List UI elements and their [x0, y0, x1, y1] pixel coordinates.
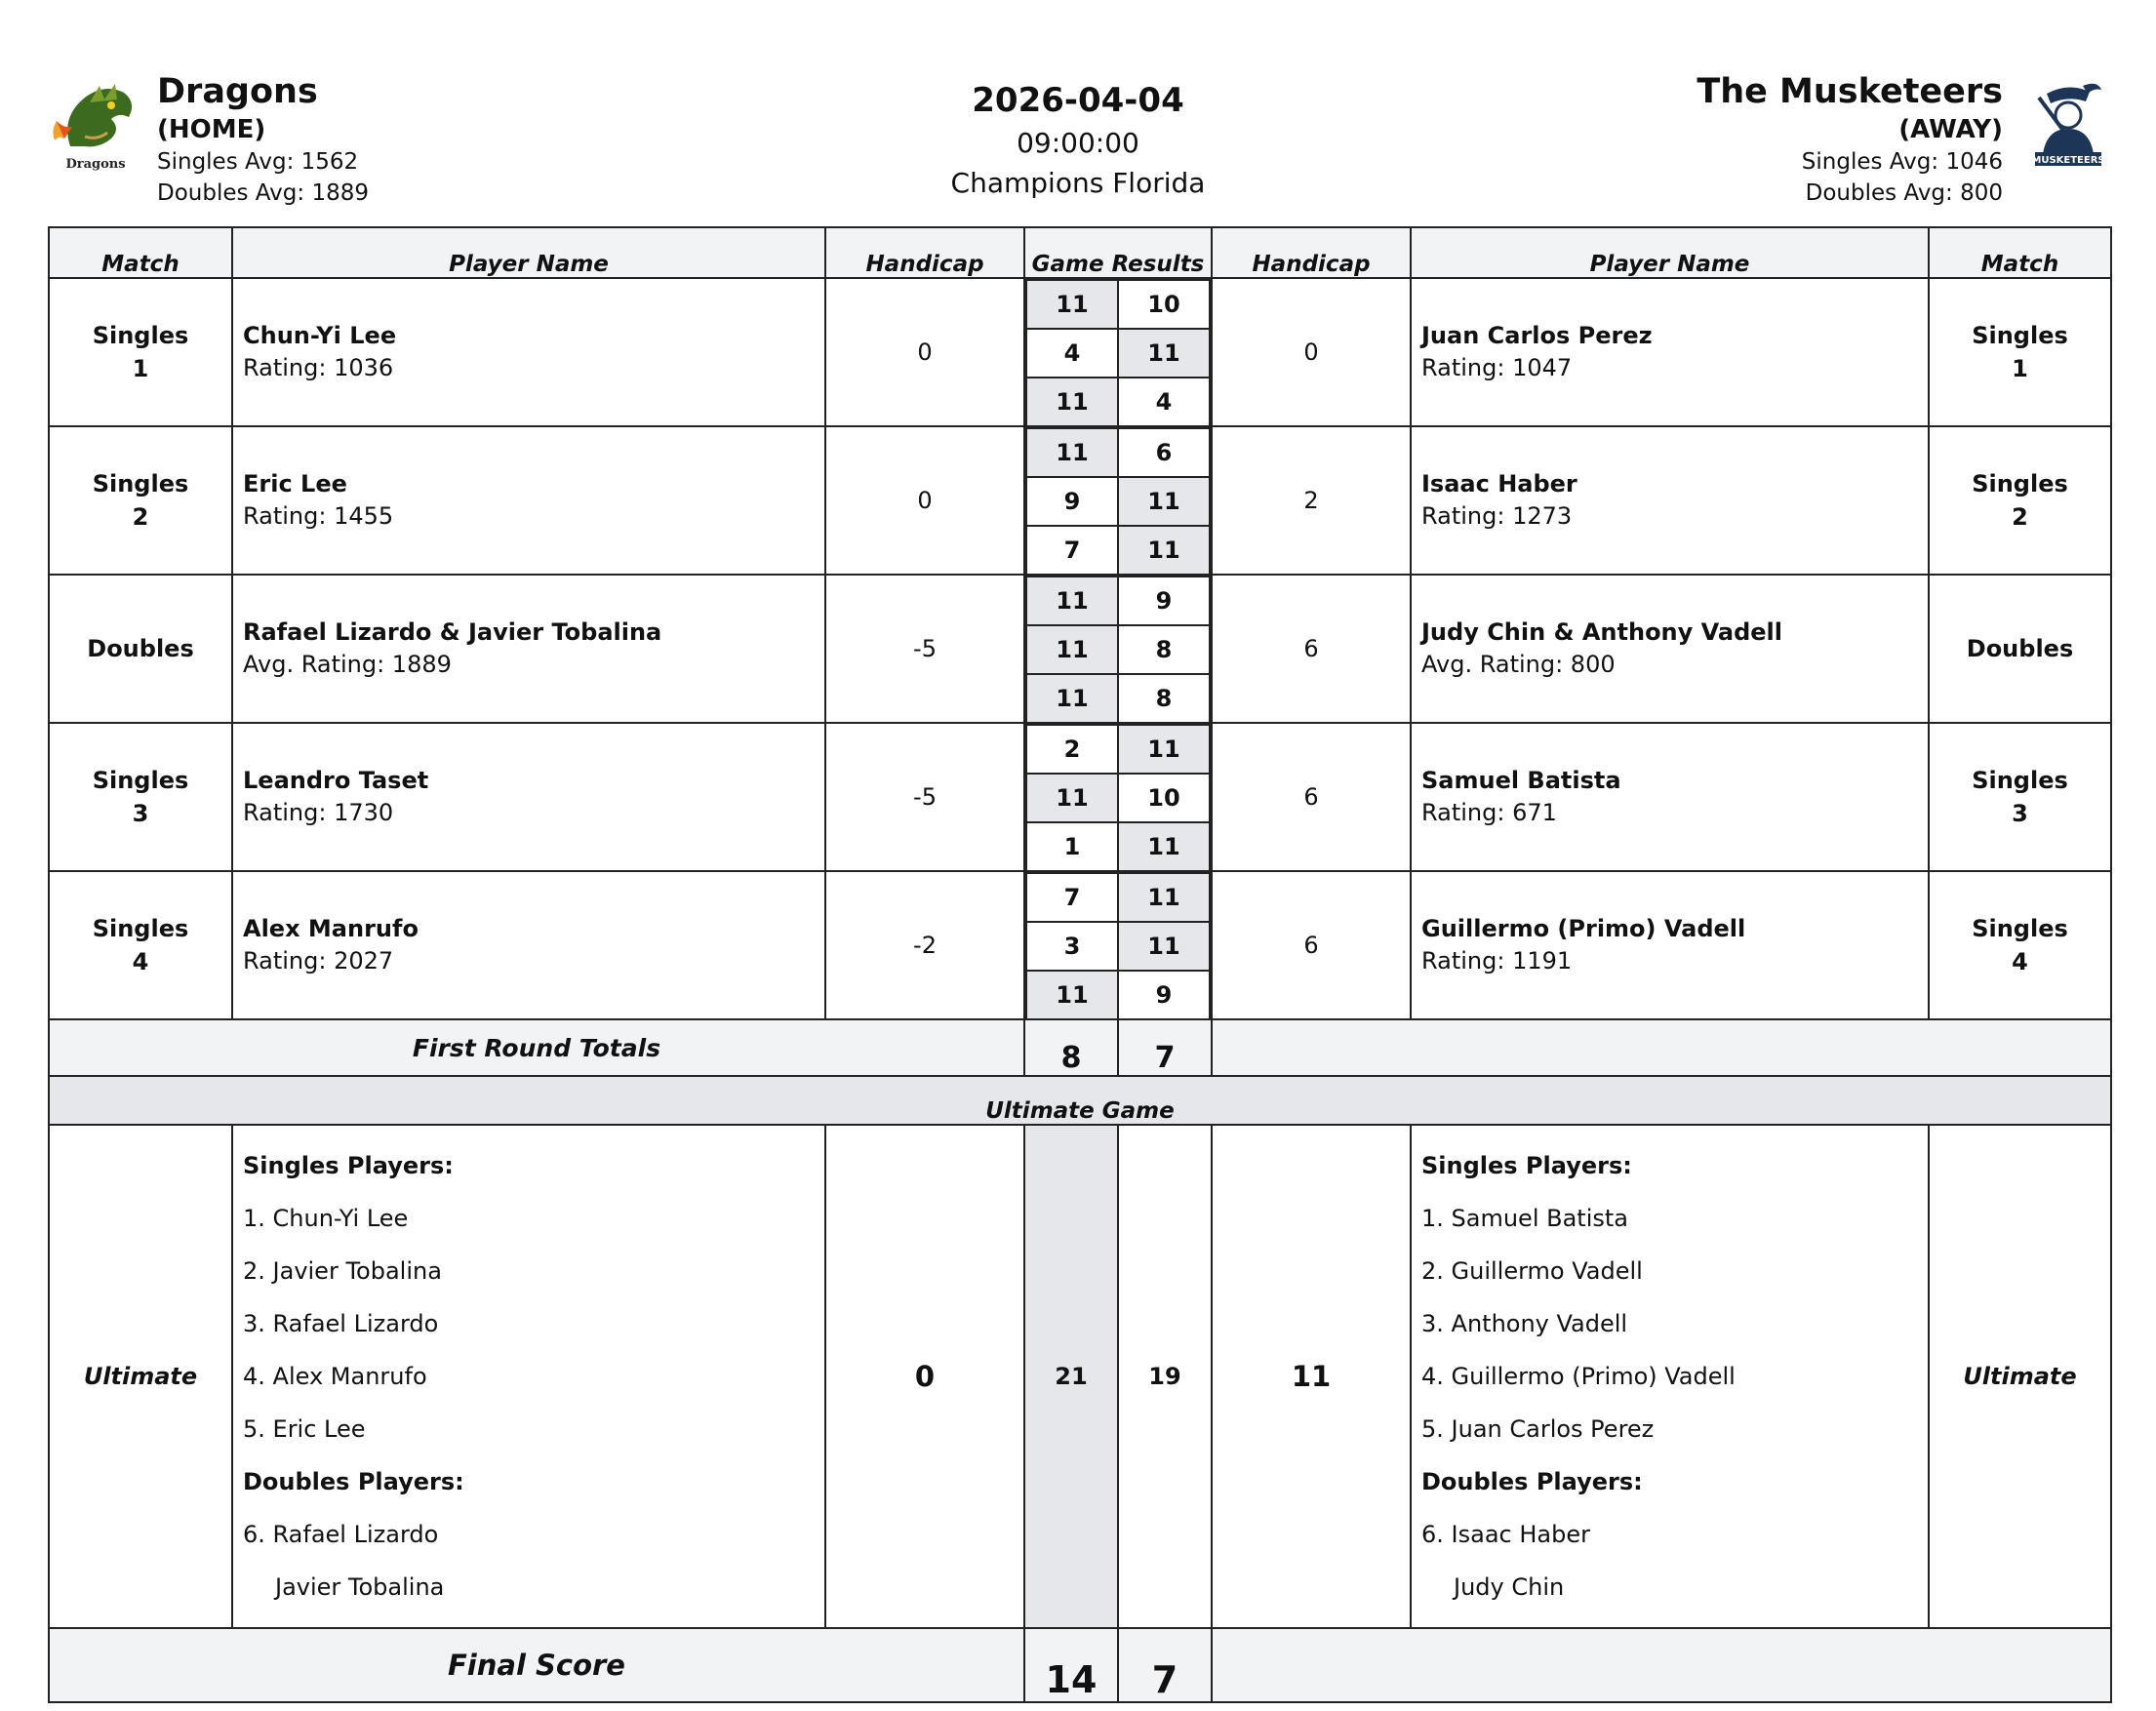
game-row [1026, 329, 1210, 378]
game-scores-grid [1025, 279, 1211, 425]
away-singles-player: 5. Juan Carlos Perez [1421, 1415, 1655, 1443]
home-singles-player: 4. Alex Manrufo [243, 1363, 427, 1390]
away-game-score: 11 [1118, 329, 1210, 378]
away-singles-player: 3. Anthony Vadell [1421, 1310, 1628, 1337]
away-handicap: 6 [1212, 575, 1411, 723]
away-match-label [1929, 575, 2111, 723]
home-game-score: 1 [1026, 822, 1118, 870]
game-row [1026, 625, 1210, 674]
game-results [1024, 278, 1212, 426]
home-match-number: 3 [132, 800, 149, 827]
away-player [1411, 278, 1929, 426]
col-player-name-away: Player Name [1411, 227, 1929, 278]
game-results [1024, 575, 1212, 723]
away-game-score: 9 [1118, 577, 1210, 625]
away-match-type: Singles [1972, 767, 2068, 794]
game-row [1026, 922, 1210, 971]
home-game-score: 11 [1026, 971, 1118, 1018]
away-game-score: 9 [1118, 971, 1210, 1018]
away-player-rating: Rating: 1191 [1421, 947, 1573, 975]
home-team-name: Dragons [157, 72, 318, 111]
ultimate-away-match: Ultimate [1929, 1125, 2111, 1628]
ultimate-away-lineup [1411, 1125, 1929, 1628]
away-game-score: 10 [1118, 774, 1210, 822]
away-handicap: 2 [1212, 426, 1411, 575]
final-away-score: 7 [1118, 1628, 1212, 1702]
away-handicap: 6 [1212, 723, 1411, 871]
away-player [1411, 575, 1929, 723]
away-player-name: Judy Chin & Anthony Vadell [1421, 618, 1783, 646]
home-player-rating: Rating: 2027 [243, 947, 394, 975]
game-row [1026, 725, 1210, 774]
home-game-score: 11 [1026, 674, 1118, 722]
away-player [1411, 871, 1929, 1019]
away-player-rating: Avg. Rating: 800 [1421, 651, 1616, 678]
game-row [1026, 477, 1210, 526]
home-singles-player: 2. Javier Tobalina [243, 1257, 442, 1285]
home-match-number: 2 [132, 503, 149, 531]
away-match-label [1929, 723, 2111, 871]
home-match-label [49, 426, 232, 575]
home-match-number: 1 [132, 355, 149, 382]
game-row [1026, 674, 1210, 722]
game-results [1024, 871, 1212, 1019]
home-game-score: 2 [1026, 725, 1118, 774]
musketeer-logo-icon [2029, 80, 2107, 170]
home-handicap: -5 [825, 575, 1024, 723]
away-handicap: 6 [1212, 871, 1411, 1019]
home-match-number: 4 [132, 948, 149, 975]
away-singles-player: 4. Guillermo (Primo) Vadell [1421, 1363, 1736, 1390]
home-side-label: (HOME) [157, 115, 266, 144]
score-sheet [48, 226, 2112, 1703]
home-singles-label: Singles Players: [243, 1152, 454, 1179]
ultimate-home-lineup [232, 1125, 825, 1628]
home-game-score: 11 [1026, 577, 1118, 625]
final-score-label: Final Score [49, 1628, 1024, 1702]
first-round-blank [1212, 1019, 2111, 1076]
game-row [1026, 971, 1210, 1018]
col-match-away: Match [1929, 227, 2111, 278]
home-game-score: 3 [1026, 922, 1118, 971]
away-match-type: Singles [1972, 915, 2068, 942]
away-doubles-player: 6. Isaac Haber [1421, 1521, 1590, 1548]
first-round-away-total: 7 [1118, 1019, 1212, 1076]
ultimate-row [49, 1125, 2111, 1628]
home-match-label [49, 575, 232, 723]
final-score-row [49, 1628, 2111, 1702]
home-singles-avg: Singles Avg: 1562 [157, 149, 359, 175]
away-game-score: 8 [1118, 625, 1210, 674]
home-doubles-player: 6. Rafael Lizardo [243, 1521, 439, 1548]
game-row [1026, 280, 1210, 329]
col-match: Match [49, 227, 232, 278]
away-doubles-label: Doubles Players: [1421, 1468, 1643, 1495]
away-match-label [1929, 426, 2111, 575]
match-row [49, 575, 2111, 723]
away-game-score: 8 [1118, 674, 1210, 722]
home-match-label [49, 871, 232, 1019]
home-player [232, 575, 825, 723]
away-singles-avg: Singles Avg: 1046 [1801, 149, 2003, 175]
event-date: 2026-04-04 [972, 81, 1184, 120]
home-player-rating: Rating: 1730 [243, 799, 394, 826]
home-game-score: 11 [1026, 280, 1118, 329]
game-results [1024, 723, 1212, 871]
away-match-number: 3 [2012, 800, 2028, 827]
away-team-name: The Musketeers [1697, 72, 2003, 111]
ultimate-away-score: 19 [1118, 1125, 1212, 1628]
away-game-score: 11 [1118, 725, 1210, 774]
home-match-type: Singles [92, 767, 189, 794]
away-player-name: Juan Carlos Perez [1421, 322, 1653, 349]
ultimate-game-header: Ultimate Game [49, 1076, 2111, 1125]
home-match-type: Singles [92, 915, 189, 942]
away-match-type: Singles [1972, 322, 2068, 349]
home-handicap: -5 [825, 723, 1024, 871]
away-game-score: 4 [1118, 378, 1210, 425]
home-match-type: Doubles [87, 635, 194, 662]
ultimate-home-handicap: 0 [825, 1125, 1024, 1628]
home-game-score: 9 [1026, 477, 1118, 526]
ultimate-away-handicap: 11 [1212, 1125, 1411, 1628]
away-game-score: 6 [1118, 428, 1210, 477]
home-game-score: 11 [1026, 378, 1118, 425]
home-game-score: 11 [1026, 428, 1118, 477]
match-row [49, 723, 2111, 871]
away-player-name: Isaac Haber [1421, 470, 1577, 497]
home-match-type: Singles [92, 322, 189, 349]
home-player [232, 426, 825, 575]
away-game-score: 11 [1118, 822, 1210, 870]
home-game-score: 11 [1026, 625, 1118, 674]
home-game-score: 7 [1026, 873, 1118, 922]
home-match-label [49, 278, 232, 426]
home-match-label [49, 723, 232, 871]
final-home-score: 14 [1024, 1628, 1118, 1702]
home-handicap: 0 [825, 426, 1024, 575]
away-match-number: 1 [2012, 355, 2028, 382]
away-match-type: Doubles [1966, 635, 2074, 662]
away-team-info [1697, 70, 2003, 209]
game-scores-grid [1025, 724, 1211, 870]
game-row [1026, 774, 1210, 822]
home-player-name: Chun-Yi Lee [243, 322, 397, 349]
home-player [232, 871, 825, 1019]
col-handicap: Handicap [825, 227, 1024, 278]
svg-text:MUSKETEERS: MUSKETEERS [2031, 155, 2105, 166]
home-match-type: Singles [92, 470, 189, 497]
event-time: 09:00:00 [1017, 127, 1139, 159]
away-player [1411, 723, 1929, 871]
away-doubles-avg: Doubles Avg: 800 [1805, 180, 2003, 206]
game-scores-grid [1025, 872, 1211, 1018]
home-singles-player: 3. Rafael Lizardo [243, 1310, 439, 1337]
game-row [1026, 577, 1210, 625]
home-handicap: 0 [825, 278, 1024, 426]
away-player-name: Guillermo (Primo) Vadell [1421, 915, 1746, 942]
away-player-rating: Rating: 671 [1421, 799, 1557, 826]
final-blank [1212, 1628, 2111, 1702]
home-singles-player: 5. Eric Lee [243, 1415, 366, 1443]
event-location: Champions Florida [950, 167, 1206, 199]
match-row [49, 278, 2111, 426]
away-game-score: 11 [1118, 477, 1210, 526]
away-side-label: (AWAY) [1898, 115, 2003, 144]
away-match-type: Singles [1972, 470, 2068, 497]
game-row [1026, 822, 1210, 870]
first-round-label: First Round Totals [49, 1019, 1024, 1076]
ultimate-header-row [49, 1076, 2111, 1125]
away-match-label [1929, 871, 2111, 1019]
home-doubles-label: Doubles Players: [243, 1468, 464, 1495]
home-doubles-partner: Javier Tobalina [275, 1573, 445, 1601]
game-row [1026, 378, 1210, 425]
away-player-rating: Rating: 1273 [1421, 502, 1573, 530]
home-player-rating: Rating: 1036 [243, 354, 394, 381]
ultimate-home-match: Ultimate [49, 1125, 232, 1628]
home-game-score: 4 [1026, 329, 1118, 378]
game-row [1026, 873, 1210, 922]
away-game-score: 11 [1118, 526, 1210, 574]
home-doubles-avg: Doubles Avg: 1889 [157, 180, 369, 206]
away-singles-label: Singles Players: [1421, 1152, 1632, 1179]
header-row [49, 227, 2111, 278]
home-player [232, 278, 825, 426]
home-handicap: -2 [825, 871, 1024, 1019]
home-player-name: Leandro Taset [243, 767, 429, 794]
home-game-score: 7 [1026, 526, 1118, 574]
away-match-number: 2 [2012, 503, 2028, 531]
away-game-score: 11 [1118, 873, 1210, 922]
ultimate-home-score: 21 [1024, 1125, 1118, 1628]
away-match-number: 4 [2012, 948, 2028, 975]
away-player [1411, 426, 1929, 575]
home-player-rating: Rating: 1455 [243, 502, 394, 530]
game-row [1026, 526, 1210, 574]
matches-body [49, 278, 2111, 1019]
game-results [1024, 426, 1212, 575]
first-round-totals-row [49, 1019, 2111, 1076]
away-game-score: 10 [1118, 280, 1210, 329]
away-singles-player: 1. Samuel Batista [1421, 1205, 1628, 1232]
away-match-label [1929, 278, 2111, 426]
away-game-score: 11 [1118, 922, 1210, 971]
game-scores-grid [1025, 427, 1211, 574]
home-player-name: Eric Lee [243, 470, 347, 497]
home-player-rating: Avg. Rating: 1889 [243, 651, 452, 678]
col-player-name: Player Name [232, 227, 825, 278]
away-doubles-partner: Judy Chin [1454, 1573, 1565, 1601]
home-singles-player: 1. Chun-Yi Lee [243, 1205, 409, 1232]
home-game-score: 11 [1026, 774, 1118, 822]
match-row [49, 426, 2111, 575]
home-player-name: Alex Manrufo [243, 915, 419, 942]
away-handicap: 0 [1212, 278, 1411, 426]
away-singles-player: 2. Guillermo Vadell [1421, 1257, 1643, 1285]
match-row [49, 871, 2111, 1019]
home-player-name: Rafael Lizardo & Javier Tobalina [243, 618, 662, 646]
col-game-results: Game Results [1024, 227, 1212, 278]
first-round-home-total: 8 [1024, 1019, 1118, 1076]
svg-text:Dragons: Dragons [65, 157, 126, 171]
col-handicap-away: Handicap [1212, 227, 1411, 278]
game-scores-grid [1025, 576, 1211, 722]
away-player-name: Samuel Batista [1421, 767, 1621, 794]
home-player [232, 723, 825, 871]
away-logo [2029, 80, 2107, 170]
away-player-rating: Rating: 1047 [1421, 354, 1573, 381]
game-row [1026, 428, 1210, 477]
